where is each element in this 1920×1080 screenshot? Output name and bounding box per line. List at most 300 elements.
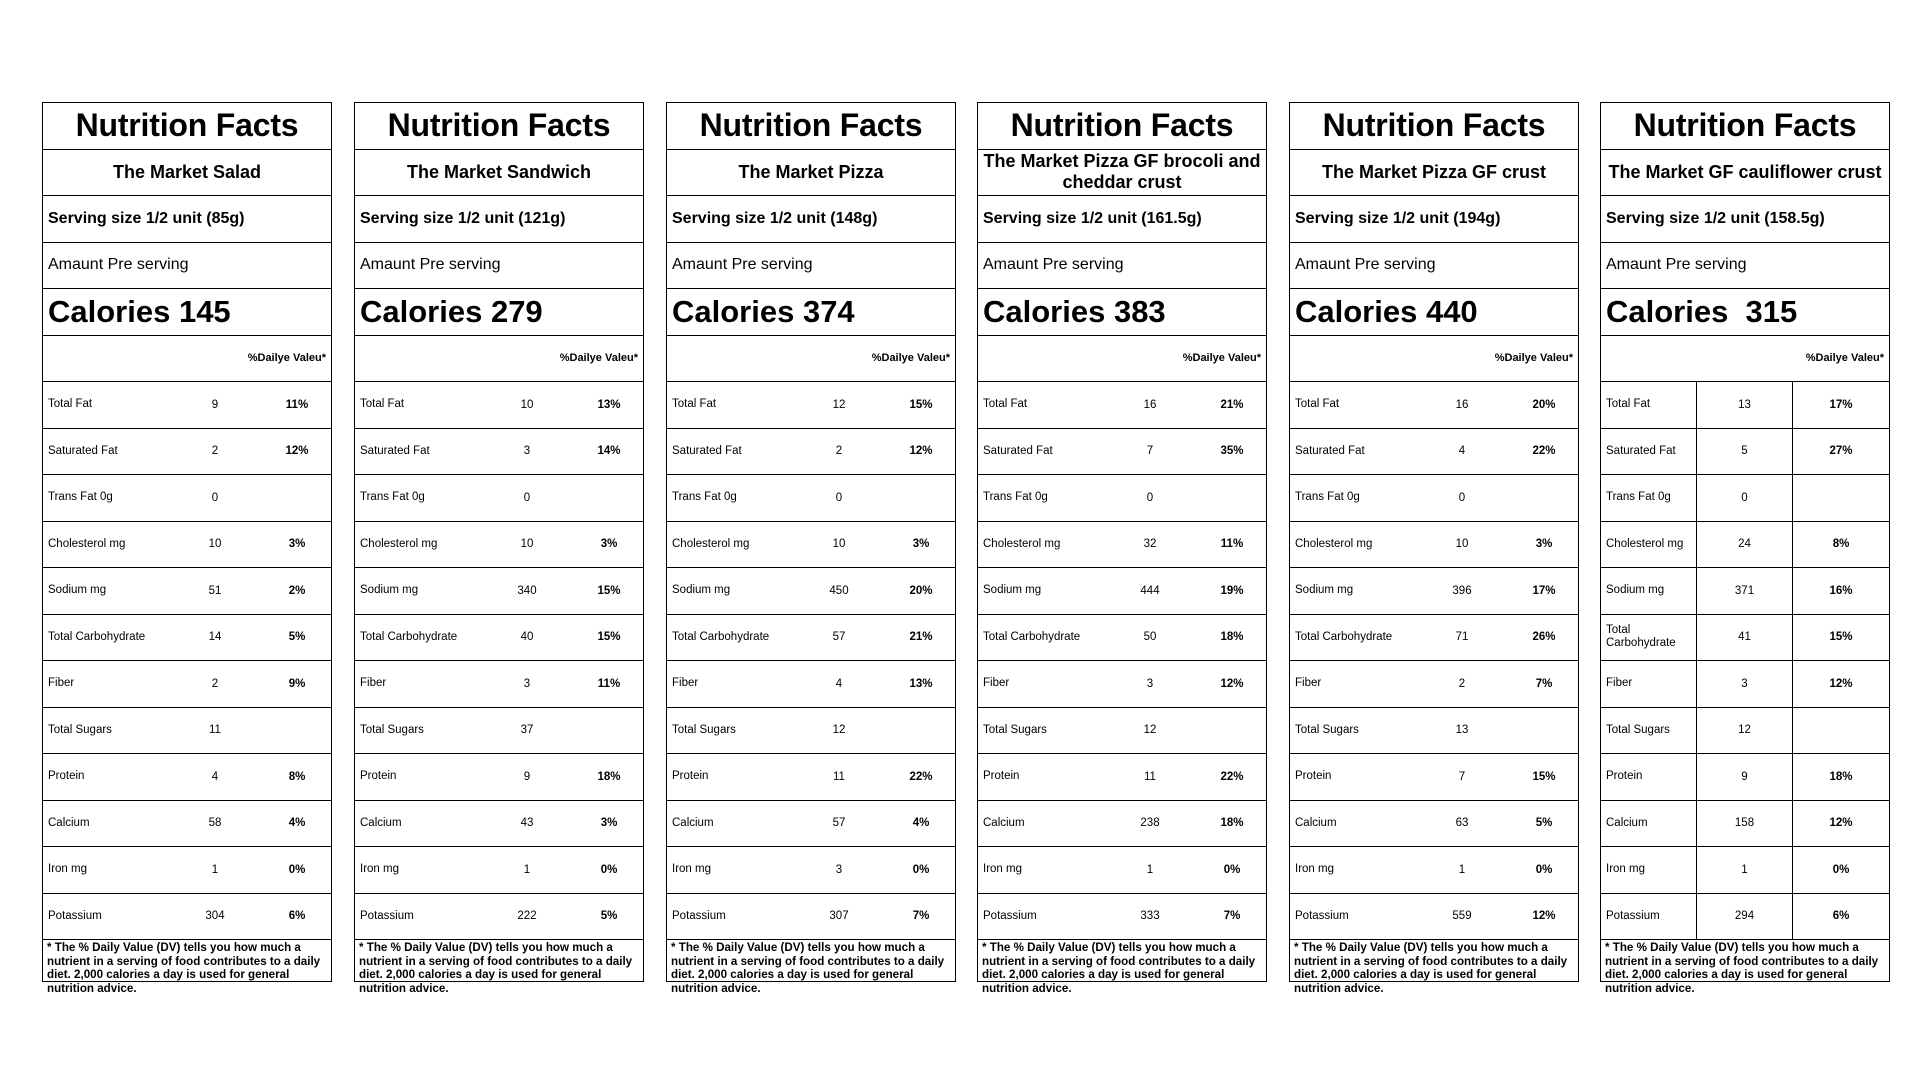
- amount-per-serving-row: [1601, 243, 1889, 290]
- nutrient-amount: 10: [832, 538, 846, 551]
- nutrient-amount: 3: [1146, 677, 1154, 690]
- nutrient-name: Cholesterol mg: [1295, 537, 1373, 550]
- nutrient-amount: 333: [1140, 910, 1160, 923]
- nutrient-daily-value: 12%: [1829, 817, 1853, 830]
- nutrient-row: [355, 568, 643, 615]
- nutrient-row: [43, 894, 331, 941]
- nutrient-row: [1290, 894, 1578, 941]
- nutrient-row: [1290, 475, 1578, 522]
- product-name: The Market GF cauliflower crust: [1608, 161, 1882, 182]
- nutrient-daily-value: 3%: [600, 817, 618, 830]
- nutrient-amount: 4: [835, 677, 843, 690]
- daily-value-footnote: * The % Daily Value (DV) tells you how much a nutrient in a serving of food contributes to a daily diet. 2,000 calories a day is used for general nutrition advice.: [1605, 941, 1879, 995]
- daily-value-header-row: [355, 336, 643, 383]
- nutrient-row: [1290, 708, 1578, 755]
- nutrient-daily-value: 7%: [1535, 677, 1553, 690]
- nutrient-amount: 14: [208, 631, 222, 644]
- serving-size: Serving size 1/2 unit (161.5g): [983, 209, 1202, 227]
- nutrient-daily-value: 15%: [597, 584, 621, 597]
- calories-value: Calories 374: [672, 293, 855, 329]
- nutrient-row: [978, 522, 1266, 569]
- nutrient-daily-value: 12%: [285, 445, 309, 458]
- nutrient-daily-value: 19%: [1220, 584, 1244, 597]
- calories-value: Calories 315: [1606, 293, 1798, 329]
- nutrient-daily-value: 7%: [1223, 910, 1241, 923]
- nutrient-row: [667, 429, 955, 476]
- daily-value-footnote: * The % Daily Value (DV) tells you how much a nutrient in a serving of food contributes to a daily diet. 2,000 calories a day is used for general nutrition advice.: [47, 941, 321, 995]
- nutrient-row: [1290, 847, 1578, 894]
- nutrient-daily-value: 0%: [288, 863, 306, 876]
- nutrient-name: Total Fat: [48, 398, 93, 411]
- nutrient-name: Saturated Fat: [360, 444, 430, 457]
- nutrient-amount: 13: [1697, 382, 1793, 428]
- nutrient-row: [1290, 429, 1578, 476]
- nutrient-name: Total Sugars: [1601, 708, 1697, 754]
- nutrient-row: [978, 661, 1266, 708]
- nutrient-daily-value: 0%: [1535, 863, 1553, 876]
- nutrient-daily-value: 7%: [912, 910, 930, 923]
- nutrient-row: [978, 382, 1266, 429]
- nutrient-amount: 2: [211, 677, 219, 690]
- calories-row: [1290, 289, 1578, 336]
- nutrient-daily-value: 16%: [1829, 584, 1853, 597]
- calories-value: Calories 145: [48, 293, 231, 329]
- calories-value: Calories 440: [1295, 293, 1478, 329]
- nutrient-amount: 11: [1144, 770, 1156, 783]
- panel-title: Nutrition Facts: [699, 107, 923, 144]
- nutrient-name: Trans Fat 0g: [672, 491, 737, 504]
- nutrient-row: [355, 801, 643, 848]
- nutrient-row: [355, 382, 643, 429]
- daily-value-header-row: [978, 336, 1266, 383]
- amount-per-serving-row: [978, 243, 1266, 290]
- nutrient-row: [355, 522, 643, 569]
- nutrient-row: [667, 568, 955, 615]
- nutrient-name: Trans Fat 0g: [983, 491, 1048, 504]
- nutrient-amount: 450: [829, 584, 849, 597]
- nutrient-row: [355, 429, 643, 476]
- nutrient-amount: 0: [1146, 491, 1154, 504]
- nutrient-name: Trans Fat 0g: [1295, 491, 1360, 504]
- nutrient-amount: 158: [1697, 801, 1793, 847]
- nutrient-name: Trans Fat 0g: [360, 491, 425, 504]
- serving-size-row: [978, 196, 1266, 243]
- daily-value-header: %Dailye Valeu*: [559, 352, 638, 365]
- nutrient-daily-value: [1793, 475, 1889, 521]
- nutrient-amount: 444: [1140, 584, 1160, 597]
- nutrient-row: [978, 847, 1266, 894]
- nutrient-daily-value: 0%: [1223, 863, 1241, 876]
- nutrient-name: Sodium mg: [1295, 584, 1354, 597]
- product-name-row: [355, 150, 643, 197]
- serving-size-row: [355, 196, 643, 243]
- daily-value-footnote: * The % Daily Value (DV) tells you how much a nutrient in a serving of food contributes to a daily diet. 2,000 calories a day is used for general nutrition advice.: [359, 941, 633, 995]
- nutrient-daily-value: 5%: [288, 631, 306, 644]
- nutrient-amount: 0: [211, 491, 219, 504]
- nutrient-amount: 222: [517, 910, 537, 923]
- nutrient-daily-value: 9%: [288, 677, 306, 690]
- panel-title-row: [43, 103, 331, 150]
- nutrient-row: [1290, 568, 1578, 615]
- nutrient-daily-value: 5%: [1535, 817, 1553, 830]
- nutrient-daily-value: 35%: [1220, 445, 1244, 458]
- nutrient-row: [978, 801, 1266, 848]
- nutrient-row: [1601, 522, 1889, 569]
- nutrient-amount: 24: [1697, 522, 1793, 568]
- daily-value-header: %Dailye Valeu*: [1494, 352, 1573, 365]
- product-name: The Market Pizza: [738, 161, 884, 182]
- nutrient-name: Total Fat: [983, 398, 1028, 411]
- nutrient-row: [1290, 615, 1578, 662]
- nutrient-amount: 57: [832, 631, 846, 644]
- nutrient-row: [43, 615, 331, 662]
- nutrient-daily-value: 3%: [1535, 538, 1553, 551]
- nutrient-daily-value: 17%: [1829, 398, 1853, 411]
- nutrient-amount: 40: [520, 631, 534, 644]
- nutrient-amount: 4: [211, 770, 219, 783]
- nutrient-name: Potassium: [1295, 909, 1349, 922]
- nutrient-amount: 16: [1143, 398, 1157, 411]
- nutrient-name: Iron mg: [672, 863, 711, 876]
- nutrient-row: [667, 708, 955, 755]
- nutrient-row: [43, 708, 331, 755]
- nutrient-row: [43, 847, 331, 894]
- nutrient-name: Total Fat: [672, 398, 717, 411]
- nutrient-amount: 37: [520, 724, 534, 737]
- nutrient-name: Saturated Fat: [672, 444, 742, 457]
- daily-value-header-row: [1601, 336, 1889, 383]
- nutrient-amount: 13: [1455, 724, 1469, 737]
- nutrient-name: Iron mg: [1601, 847, 1697, 893]
- nutrient-name: Total Carbohydrate: [983, 630, 1081, 643]
- nutrient-daily-value: 15%: [1532, 770, 1556, 783]
- product-name: The Market Pizza GF crust: [1321, 161, 1547, 182]
- daily-value-footnote: * The % Daily Value (DV) tells you how much a nutrient in a serving of food contributes to a daily diet. 2,000 calories a day is used for general nutrition advice.: [1294, 941, 1568, 995]
- nutrient-daily-value: [263, 708, 331, 754]
- nutrient-amount: 3: [523, 445, 531, 458]
- nutrient-daily-value: 6%: [1832, 910, 1850, 923]
- nutrient-amount: 1: [1458, 863, 1466, 876]
- product-name: The Market Pizza GF brocoli and cheddar crust: [983, 151, 1261, 193]
- nutrient-name: Cholesterol mg: [672, 537, 750, 550]
- nutrient-row: [1601, 429, 1889, 476]
- nutrient-row: [667, 382, 955, 429]
- serving-size: Serving size 1/2 unit (158.5g): [1606, 209, 1825, 227]
- nutrient-row: [978, 708, 1266, 755]
- nutrient-name: Sodium mg: [360, 584, 419, 597]
- nutrient-daily-value: [263, 475, 331, 521]
- nutrient-daily-value: 15%: [1829, 631, 1853, 644]
- nutrient-name: Cholesterol mg: [1601, 522, 1697, 568]
- nutrient-amount: 2: [835, 445, 843, 458]
- nutrient-amount: 0: [523, 491, 531, 504]
- nutrient-amount: 12: [1143, 724, 1157, 737]
- nutrient-daily-value: [887, 475, 955, 521]
- nutrient-name: Protein: [1601, 754, 1697, 800]
- nutrient-amount: 396: [1452, 584, 1472, 597]
- nutrient-name: Fiber: [672, 677, 699, 690]
- nutrient-daily-value: 12%: [1532, 910, 1556, 923]
- nutrient-amount: 10: [520, 398, 534, 411]
- nutrient-amount: 57: [832, 817, 846, 830]
- nutrient-daily-value: 15%: [909, 398, 933, 411]
- nutrient-row: [667, 475, 955, 522]
- nutrient-row: [667, 847, 955, 894]
- daily-value-header: %Dailye Valeu*: [1805, 352, 1884, 365]
- nutrient-row: [1601, 801, 1889, 848]
- nutrient-daily-value: 20%: [1532, 398, 1556, 411]
- nutrient-row: [43, 475, 331, 522]
- nutrient-row: [43, 568, 331, 615]
- nutrient-name: Cholesterol mg: [983, 537, 1061, 550]
- nutrient-amount: 1: [1697, 847, 1793, 893]
- nutrient-daily-value: 12%: [1220, 677, 1244, 690]
- nutrient-row: [43, 661, 331, 708]
- nutrient-amount: 4: [1458, 445, 1466, 458]
- nutrient-amount: 71: [1455, 631, 1469, 644]
- nutrient-name: Potassium: [360, 909, 414, 922]
- nutrient-name: Total Sugars: [983, 723, 1047, 736]
- nutrient-daily-value: 8%: [288, 770, 306, 783]
- nutrient-name: Sodium mg: [1601, 568, 1697, 614]
- nutrient-name: Calcium: [983, 816, 1025, 829]
- nutrient-row: [667, 661, 955, 708]
- calories-value: Calories 279: [360, 293, 543, 329]
- nutrient-row: [355, 708, 643, 755]
- nutrient-amount: 5: [1697, 429, 1793, 475]
- nutrient-name: Trans Fat 0g: [1601, 475, 1697, 521]
- nutrient-amount: 0: [835, 491, 843, 504]
- nutrition-label-panel: [977, 102, 1267, 995]
- daily-value-footnote: * The % Daily Value (DV) tells you how much a nutrient in a serving of food contributes to a daily diet. 2,000 calories a day is used for general nutrition advice.: [982, 941, 1256, 995]
- nutrient-name: Calcium: [1601, 801, 1697, 847]
- nutrient-amount: 9: [1697, 754, 1793, 800]
- nutrient-name: Trans Fat 0g: [48, 491, 113, 504]
- calories-row: [1601, 289, 1889, 336]
- nutrient-amount: 238: [1140, 817, 1160, 830]
- nutrient-row: [355, 754, 643, 801]
- nutrient-daily-value: 11%: [597, 677, 621, 690]
- product-name: The Market Sandwich: [406, 161, 592, 182]
- nutrient-row: [667, 522, 955, 569]
- nutrition-label-panel: [1600, 102, 1890, 995]
- nutrient-daily-value: [1510, 475, 1578, 521]
- nutrient-row: [1601, 382, 1889, 429]
- nutrient-daily-value: 22%: [909, 770, 933, 783]
- nutrient-name: Fiber: [48, 677, 75, 690]
- nutrient-row: [667, 894, 955, 941]
- serving-size-row: [1601, 196, 1889, 243]
- nutrient-name: Iron mg: [1295, 863, 1334, 876]
- nutrient-row: [43, 754, 331, 801]
- nutrient-name: Total Sugars: [672, 723, 736, 736]
- nutrient-row: [1601, 475, 1889, 522]
- amount-per-serving-label: Amaunt Pre serving: [360, 256, 501, 274]
- nutrient-name: Saturated Fat: [983, 444, 1053, 457]
- serving-size-row: [667, 196, 955, 243]
- daily-value-header: %Dailye Valeu*: [247, 352, 326, 365]
- nutrient-row: [1290, 754, 1578, 801]
- amount-per-serving-label: Amaunt Pre serving: [1606, 256, 1747, 274]
- nutrient-daily-value: 11%: [1220, 538, 1244, 551]
- nutrient-amount: 58: [208, 817, 222, 830]
- amount-per-serving-label: Amaunt Pre serving: [1295, 256, 1436, 274]
- nutrient-row: [43, 429, 331, 476]
- nutrient-daily-value: 17%: [1532, 584, 1556, 597]
- serving-size: Serving size 1/2 unit (148g): [672, 209, 878, 227]
- nutrient-daily-value: 0%: [1832, 863, 1850, 876]
- nutrient-amount: 2: [211, 445, 219, 458]
- nutrient-amount: 63: [1455, 817, 1469, 830]
- daily-value-header-row: [667, 336, 955, 383]
- panel-title: Nutrition Facts: [387, 107, 611, 144]
- nutrient-row: [43, 522, 331, 569]
- nutrient-daily-value: [575, 708, 643, 754]
- nutrient-daily-value: 22%: [1220, 770, 1244, 783]
- nutrient-daily-value: 3%: [600, 538, 618, 551]
- nutrient-amount: 12: [832, 398, 846, 411]
- nutrient-amount: 0: [1697, 475, 1793, 521]
- nutrient-amount: 12: [832, 724, 846, 737]
- nutrient-row: [978, 568, 1266, 615]
- nutrient-amount: 3: [1697, 661, 1793, 707]
- nutrient-amount: 9: [523, 770, 531, 783]
- panel-title: Nutrition Facts: [1633, 107, 1857, 144]
- nutrient-row: [978, 429, 1266, 476]
- nutrient-name: Iron mg: [360, 863, 399, 876]
- nutrient-row: [1290, 661, 1578, 708]
- nutrition-label-panel: [354, 102, 644, 995]
- nutrient-daily-value: 5%: [600, 910, 618, 923]
- nutrient-name: Protein: [48, 770, 85, 783]
- nutrient-daily-value: 6%: [288, 910, 306, 923]
- serving-size-row: [43, 196, 331, 243]
- nutrient-daily-value: 0%: [600, 863, 618, 876]
- nutrient-daily-value: 13%: [597, 398, 621, 411]
- nutrient-daily-value: 22%: [1532, 445, 1556, 458]
- nutrient-name: Total Carbohydrate: [1295, 630, 1393, 643]
- nutrient-row: [667, 754, 955, 801]
- panel-title-row: [355, 103, 643, 150]
- daily-value-header: %Dailye Valeu*: [871, 352, 950, 365]
- nutrition-label-panel: [1289, 102, 1579, 995]
- nutrient-daily-value: 3%: [912, 538, 930, 551]
- nutrient-row: [1290, 522, 1578, 569]
- nutrient-name: Iron mg: [48, 863, 87, 876]
- nutrient-name: Total Sugars: [1295, 723, 1359, 736]
- nutrient-daily-value: 21%: [1220, 398, 1244, 411]
- nutrient-name: Cholesterol mg: [360, 537, 438, 550]
- nutrient-name: Total Fat: [360, 398, 405, 411]
- nutrient-name: Protein: [1295, 770, 1332, 783]
- nutrient-name: Saturated Fat: [48, 444, 118, 457]
- serving-size: Serving size 1/2 unit (121g): [360, 209, 566, 227]
- nutrient-amount: 1: [1146, 863, 1154, 876]
- nutrient-amount: 32: [1143, 538, 1157, 551]
- nutrient-name: Fiber: [360, 677, 387, 690]
- amount-per-serving-row: [667, 243, 955, 290]
- nutrient-name: Protein: [672, 770, 709, 783]
- nutrient-row: [1290, 382, 1578, 429]
- daily-value-header-row: [43, 336, 331, 383]
- nutrient-daily-value: 20%: [909, 584, 933, 597]
- nutrient-daily-value: 8%: [1832, 538, 1850, 551]
- nutrient-name: Total Fat: [1601, 382, 1697, 428]
- nutrient-daily-value: [1198, 708, 1266, 754]
- nutrient-daily-value: 4%: [912, 817, 930, 830]
- panel-title-row: [1601, 103, 1889, 150]
- amount-per-serving-row: [1290, 243, 1578, 290]
- nutrient-row: [1601, 661, 1889, 708]
- nutrient-row: [355, 847, 643, 894]
- amount-per-serving-label: Amaunt Pre serving: [672, 256, 813, 274]
- nutrient-name: Total Carbohydrate: [48, 630, 146, 643]
- nutrient-amount: 43: [520, 817, 534, 830]
- nutrient-daily-value: 26%: [1532, 631, 1556, 644]
- nutrient-amount: 294: [1697, 894, 1793, 940]
- nutrient-daily-value: [575, 475, 643, 521]
- nutrient-row: [43, 801, 331, 848]
- nutrient-daily-value: 2%: [288, 584, 306, 597]
- nutrient-name: Potassium: [48, 909, 102, 922]
- nutrient-daily-value: 11%: [285, 398, 309, 411]
- serving-size: Serving size 1/2 unit (194g): [1295, 209, 1501, 227]
- panel-title-row: [667, 103, 955, 150]
- nutrient-daily-value: 12%: [1829, 677, 1853, 690]
- nutrient-row: [1601, 708, 1889, 755]
- nutrient-daily-value: 0%: [912, 863, 930, 876]
- nutrient-amount: 9: [211, 398, 219, 411]
- nutrient-row: [978, 894, 1266, 941]
- nutrient-amount: 12: [1697, 708, 1793, 754]
- nutrient-name: Potassium: [983, 909, 1037, 922]
- nutrient-row: [1601, 568, 1889, 615]
- nutrient-row: [1601, 894, 1889, 941]
- nutrient-amount: 16: [1455, 398, 1469, 411]
- nutrient-amount: 11: [209, 724, 221, 737]
- amount-per-serving-row: [355, 243, 643, 290]
- nutrient-amount: 10: [1455, 538, 1469, 551]
- nutrient-amount: 51: [208, 584, 222, 597]
- nutrient-amount: 304: [205, 910, 225, 923]
- nutrient-name: Potassium: [1601, 894, 1697, 940]
- panel-title-row: [1290, 103, 1578, 150]
- nutrient-daily-value: 18%: [597, 770, 621, 783]
- nutrient-daily-value: 15%: [597, 631, 621, 644]
- nutrient-name: Iron mg: [983, 863, 1022, 876]
- nutrient-name: Total Sugars: [48, 723, 112, 736]
- calories-row: [978, 289, 1266, 336]
- nutrient-name: Fiber: [1295, 677, 1322, 690]
- nutrient-amount: 1: [523, 863, 531, 876]
- panel-title: Nutrition Facts: [75, 107, 299, 144]
- amount-per-serving-label: Amaunt Pre serving: [983, 256, 1124, 274]
- nutrient-row: [355, 615, 643, 662]
- nutrient-name: Calcium: [360, 816, 402, 829]
- panel-title: Nutrition Facts: [1010, 107, 1234, 144]
- nutrient-amount: 1: [211, 863, 219, 876]
- nutrient-name: Cholesterol mg: [48, 537, 126, 550]
- nutrient-daily-value: 18%: [1829, 770, 1853, 783]
- nutrient-row: [1601, 615, 1889, 662]
- daily-value-header: %Dailye Valeu*: [1182, 352, 1261, 365]
- nutrient-amount: 50: [1143, 631, 1157, 644]
- nutrient-row: [355, 475, 643, 522]
- nutrient-name: Calcium: [1295, 816, 1337, 829]
- nutrient-daily-value: [887, 708, 955, 754]
- nutrient-name: Protein: [360, 770, 397, 783]
- product-name: The Market Salad: [112, 161, 262, 182]
